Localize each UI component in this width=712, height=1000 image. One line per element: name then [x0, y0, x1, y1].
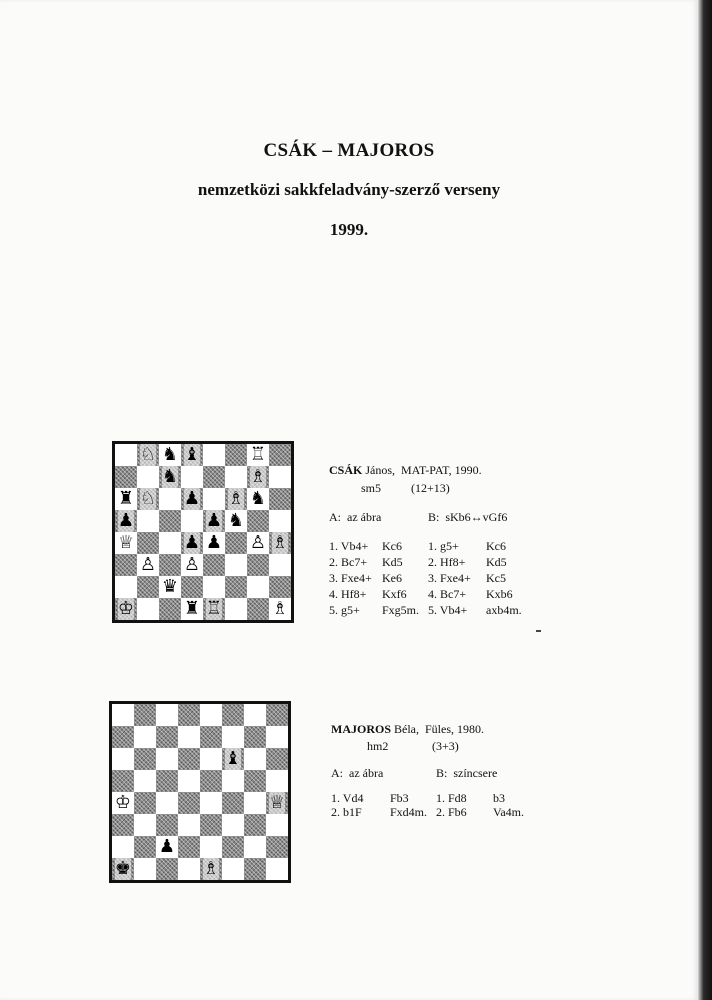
board-square	[112, 704, 134, 726]
chess-piece: ♟	[117, 510, 135, 531]
problem-2-stipulation: hm2	[367, 739, 389, 753]
board-square	[266, 748, 288, 770]
board-square	[115, 488, 137, 510]
board-square	[181, 466, 203, 488]
chess-piece: ♗	[227, 488, 245, 509]
board-square	[203, 488, 225, 510]
board-square	[181, 488, 203, 510]
board-square	[178, 792, 200, 814]
board-square	[115, 466, 137, 488]
board-square	[134, 836, 156, 858]
problem-1-label-a: A: az ábra	[329, 510, 382, 524]
board-square	[156, 748, 178, 770]
board-square	[112, 726, 134, 748]
board-square	[112, 792, 134, 814]
board-square	[112, 836, 134, 858]
chess-piece: ♟	[158, 836, 176, 857]
board-square	[112, 858, 134, 880]
board-square	[225, 488, 247, 510]
first-move: 1. Fd8	[436, 791, 467, 805]
board-square	[244, 792, 266, 814]
board-square	[134, 814, 156, 836]
chess-piece: ♘	[139, 488, 157, 509]
chess-piece: ♞	[227, 510, 245, 531]
board-square	[247, 598, 269, 620]
board-square	[181, 510, 203, 532]
first-move: 3. Fxe4+	[329, 571, 372, 585]
board-square	[225, 598, 247, 620]
board-square	[203, 444, 225, 466]
reply-move: Fxg5m.	[382, 603, 420, 617]
board-square	[200, 704, 222, 726]
board-square	[134, 726, 156, 748]
problem-2-author: MAJOROS Béla, Füles, 1980.	[331, 722, 484, 736]
board-square	[266, 704, 288, 726]
board-square	[247, 488, 269, 510]
board-square	[115, 510, 137, 532]
chess-piece: ♞	[249, 488, 267, 509]
chess-piece: ♞	[161, 444, 179, 465]
board-square	[247, 554, 269, 576]
board-square	[222, 770, 244, 792]
board-square	[203, 576, 225, 598]
board-square	[134, 748, 156, 770]
board-square	[137, 510, 159, 532]
board-square	[156, 704, 178, 726]
board-square	[156, 792, 178, 814]
reply-move: Va4m.	[493, 805, 524, 819]
board-square	[181, 554, 203, 576]
chess-piece: ♟	[183, 488, 201, 509]
board-square	[266, 770, 288, 792]
chess-piece: ♟	[183, 532, 201, 553]
board-square	[115, 444, 137, 466]
board-square	[156, 770, 178, 792]
board-square	[269, 554, 291, 576]
first-move: 4. Hf8+	[329, 587, 367, 601]
page-title: CSÁK – MAJOROS	[263, 140, 435, 161]
board-square	[244, 726, 266, 748]
board-square	[178, 748, 200, 770]
board-square	[244, 814, 266, 836]
reply-move: Kxb6	[486, 587, 513, 601]
board-square	[225, 444, 247, 466]
page-year: 1999.	[329, 220, 369, 239]
reply-move: axb4m.	[486, 603, 522, 617]
board-square	[137, 466, 159, 488]
board-square	[266, 792, 288, 814]
board-square	[225, 510, 247, 532]
board-square	[159, 510, 181, 532]
board-square	[247, 444, 269, 466]
board-square	[269, 598, 291, 620]
problem-2-label-a: A: az ábra	[331, 766, 384, 780]
chess-piece: ♔	[114, 792, 132, 813]
board-square	[181, 444, 203, 466]
board-square	[269, 488, 291, 510]
board-square	[244, 704, 266, 726]
board-square	[225, 554, 247, 576]
board-square	[269, 532, 291, 554]
board-square	[112, 814, 134, 836]
board-square	[269, 510, 291, 532]
chess-piece: ♕	[268, 792, 286, 813]
page-subtitle: nemzetközi sakkfeladvány-szerző verseny	[197, 180, 501, 199]
chess-diagram-1	[112, 441, 294, 623]
board-square	[159, 554, 181, 576]
board-square	[137, 444, 159, 466]
problem-1-label-b: B: sKb6↔vGf6	[428, 510, 508, 524]
board-square	[159, 466, 181, 488]
chess-piece: ♖	[205, 598, 223, 619]
board-square	[181, 598, 203, 620]
board-square	[203, 466, 225, 488]
reply-move: Fb3	[390, 791, 409, 805]
chess-piece: ♗	[202, 858, 220, 879]
first-move: 1. Vb4+	[329, 539, 369, 553]
board-square	[134, 858, 156, 880]
chess-piece: ♟	[205, 510, 223, 531]
chess-piece: ♙	[183, 554, 201, 575]
first-move: 3. Fxe4+	[428, 571, 471, 585]
first-move: 2. Fb6	[436, 805, 467, 819]
board-square	[181, 576, 203, 598]
chess-piece: ♝	[183, 444, 201, 465]
chess-piece: ♜	[117, 488, 135, 509]
board-square	[137, 488, 159, 510]
first-move: 1. g5+	[428, 539, 459, 553]
board-square	[222, 748, 244, 770]
board-square	[266, 836, 288, 858]
reply-move: b3	[493, 791, 505, 805]
chess-piece: ♗	[271, 532, 289, 553]
chess-piece: ♗	[249, 466, 267, 487]
board-square	[203, 510, 225, 532]
problem-2-material: (3+3)	[432, 739, 459, 753]
problem-1-stipulation: sm5	[361, 481, 382, 495]
board-square	[222, 792, 244, 814]
board-square	[266, 726, 288, 748]
board-square	[115, 598, 137, 620]
board-square	[156, 726, 178, 748]
board-square	[134, 770, 156, 792]
chess-piece: ♞	[161, 466, 179, 487]
board-square	[222, 814, 244, 836]
first-move: 5. g5+	[329, 603, 360, 617]
board-square	[203, 554, 225, 576]
board-square	[203, 598, 225, 620]
board-square	[178, 770, 200, 792]
first-move: 1. Vd4	[331, 791, 364, 805]
chess-piece: ♝	[224, 748, 242, 769]
problem-1-material: (12+13)	[411, 481, 450, 495]
board-square	[269, 576, 291, 598]
board-square	[115, 576, 137, 598]
reply-move: Kd5	[382, 555, 403, 569]
board-square	[134, 792, 156, 814]
chess-piece: ♟	[205, 532, 223, 553]
chess-piece: ♘	[139, 444, 157, 465]
board-square	[137, 576, 159, 598]
chess-piece: ♙	[249, 532, 267, 553]
board-square	[200, 836, 222, 858]
chess-piece: ♙	[139, 554, 157, 575]
board-square	[269, 444, 291, 466]
first-move: 2. Hf8+	[428, 555, 466, 569]
board-square	[178, 814, 200, 836]
board-square	[200, 792, 222, 814]
problem-2-label-b: B: színcsere	[436, 766, 498, 780]
page-edge-shadow	[698, 0, 712, 1000]
board-square	[222, 726, 244, 748]
board-square	[222, 704, 244, 726]
board-square	[200, 858, 222, 880]
board-square	[159, 576, 181, 598]
board-square	[112, 770, 134, 792]
board-square	[225, 466, 247, 488]
board-square	[156, 858, 178, 880]
board-square	[200, 726, 222, 748]
board-square	[181, 532, 203, 554]
board-square	[200, 770, 222, 792]
board-square	[178, 704, 200, 726]
chess-piece: ♕	[117, 532, 135, 553]
board-square	[247, 510, 269, 532]
board-square	[244, 836, 266, 858]
board-square	[137, 598, 159, 620]
board-square	[222, 836, 244, 858]
chess-piece: ♛	[161, 576, 179, 597]
board-square	[115, 554, 137, 576]
board-square	[266, 858, 288, 880]
board-square	[244, 858, 266, 880]
board-square	[269, 466, 291, 488]
board-square	[156, 814, 178, 836]
board-square	[200, 814, 222, 836]
board-square	[225, 576, 247, 598]
board-square	[134, 704, 156, 726]
board-square	[247, 466, 269, 488]
first-move: 2. b1F	[331, 805, 362, 819]
board-square	[112, 748, 134, 770]
reply-move: Kd5	[486, 555, 507, 569]
board-square	[244, 770, 266, 792]
board-square	[159, 532, 181, 554]
board-square	[178, 858, 200, 880]
reply-move: Ke6	[382, 571, 402, 585]
problem-1-author: CSÁK János, MAT-PAT, 1990.	[329, 463, 482, 477]
board-square	[178, 726, 200, 748]
board-square	[159, 598, 181, 620]
reply-move: Fxd4m.	[390, 805, 428, 819]
reply-move: Kxf6	[382, 587, 407, 601]
board-square	[137, 532, 159, 554]
board-square	[247, 532, 269, 554]
chess-diagram-2	[109, 701, 291, 883]
reply-move: Kc6	[486, 539, 506, 553]
board-square	[178, 836, 200, 858]
first-move: 4. Bc7+	[428, 587, 467, 601]
board-square	[200, 748, 222, 770]
board-square	[225, 532, 247, 554]
chess-piece: ♔	[117, 598, 135, 619]
board-square	[203, 532, 225, 554]
board-square	[244, 748, 266, 770]
board-square	[159, 444, 181, 466]
first-move: 5. Vb4+	[428, 603, 468, 617]
chess-piece: ♜	[183, 598, 201, 619]
board-square	[156, 836, 178, 858]
board-square	[266, 814, 288, 836]
first-move: 2. Bc7+	[329, 555, 368, 569]
reply-move: Kc5	[486, 571, 506, 585]
board-square	[247, 576, 269, 598]
reply-move: Kc6	[382, 539, 402, 553]
margin-mark	[536, 630, 541, 632]
chess-piece: ♗	[271, 598, 289, 619]
board-square	[115, 532, 137, 554]
board-square	[222, 858, 244, 880]
board-square	[159, 488, 181, 510]
chess-piece: ♖	[249, 444, 267, 465]
chess-piece: ♚	[114, 858, 132, 879]
board-square	[137, 554, 159, 576]
